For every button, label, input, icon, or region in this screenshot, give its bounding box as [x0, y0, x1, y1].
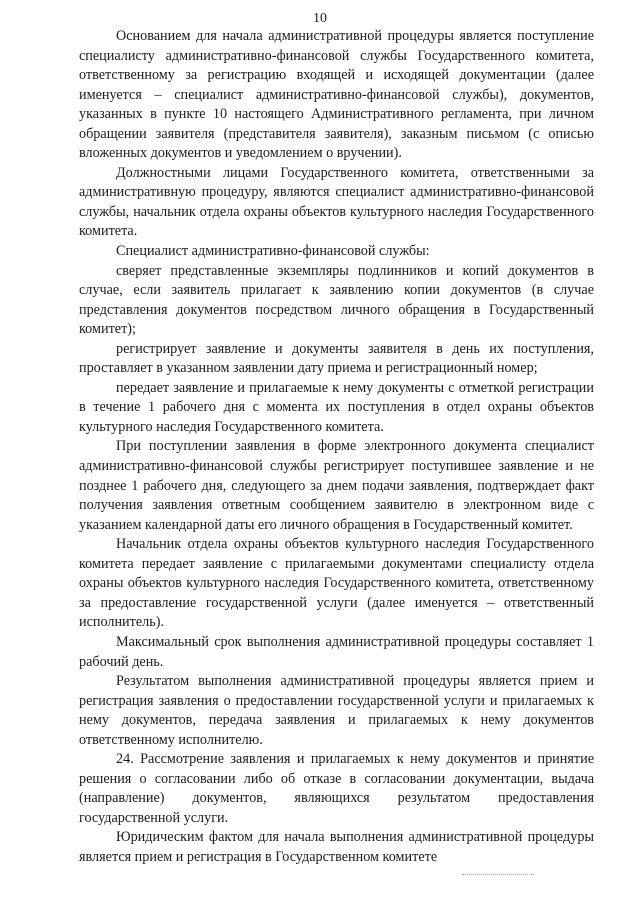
paragraph-registers: регистрирует заявление и документы заявителя в день их поступления, проставляет в указанном заявлении дату приема и регистрационный номер;: [79, 340, 594, 377]
paragraph-specialist-heading: Специалист административно-финансовой службы:: [116, 243, 430, 260]
paragraph-item-24: 24. Рассмотрение заявления и прилагаемых к нему документов и принятие решения о согласовании либо об отказе в согласовании документации, выдача (направление) документов, являющихся результатом предоставления государственной услуги.: [79, 751, 594, 826]
footer-mark: [462, 874, 534, 877]
page-number: 10: [313, 11, 327, 26]
paragraph-result: Результатом выполнения административной процедуры является прием и регистрация заявления о предоставлении государственной услуги и прилагаемых к нему документов, передача заявления и прилагаемых к нему документов ответственному исполнителю.: [79, 673, 594, 748]
paragraph-verifies: сверяет представленные экземпляры подлинников и копий документов в случае, если заявитель прилагает к заявлению копии документов (в случае представления документов посредством личного обращения в Государственный комитет);: [79, 262, 594, 338]
paragraph-legal-fact: Юридическим фактом для начала выполнения административной процедуры является прием и регистрация в Государственном комитете: [79, 829, 594, 865]
paragraph-electronic: При поступлении заявления в форме электронного документа специалист административно-финансовой службы регистрирует поступившее заявление и не позднее 1 рабочего дня, следующего за днем подачи заявления, подтверждает факт получения заявления ответным сообщением заявителю в электронном виде с указанием календарной даты его личного обращения в Государственный комитет.: [79, 438, 594, 533]
paragraph-max-term: Максимальный срок выполнения административной процедуры составляет 1 рабочий день.: [79, 633, 594, 670]
paragraph-basis: Основанием для начала административной процедуры является поступление специалисту административно-финансовой службы Государственного комитета, ответственному за регистрацию входящей и исходящей документации (далее именуется – специалист административно-финансовой службы), документов, указанных в пункте 10 настоящего Административного регламента, при личном обращении заявителя (представителя заявителя), заказным письмом (с описью вложенных документов и уведомлением о вручении).: [79, 28, 594, 162]
paragraph-head-of-department: Начальник отдела охраны объектов культурного наследия Государственного комитета передает заявление с прилагаемыми документами специалисту отдела охраны объектов культурного наследия Государственного комитета, ответственному за предоставление государственной услуги (далее именуется – ответственный исполнитель).: [79, 536, 594, 631]
paragraph-officials: Должностными лицами Государственного комитета, ответственными за административную процедуру, являются специалист административно-финансовой службы, начальник отдела охраны объектов культурного наследия Государственного комитета.: [79, 164, 594, 240]
document-body: [79, 27, 594, 868]
paragraph-transfers: передает заявление и прилагаемые к нему документы с отметкой регистрации в течение 1 рабочего дня с момента их поступления в отдел охраны объектов культурного наследия Государственного комитета.: [79, 379, 594, 435]
